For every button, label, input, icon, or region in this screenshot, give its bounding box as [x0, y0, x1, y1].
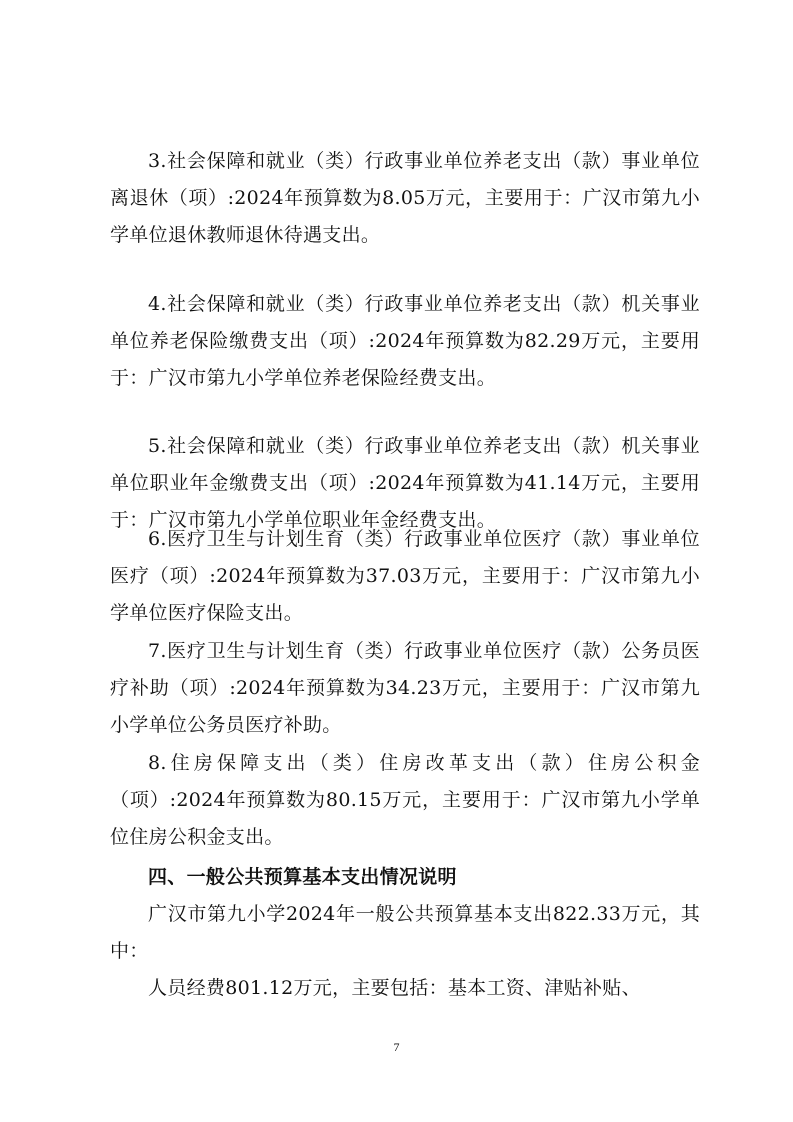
paragraph-item-6: 6.医疗卫生与计划生育（类）行政事业单位医疗（款）事业单位医疗（项）:2024年预算数为37.03万元，主要用于：广汉市第九小学单位医疗保险支出。	[110, 528, 700, 624]
paragraph-item-3: 3.社会保障和就业（类）行政事业单位养老支出（款）事业单位离退休（项）:2024年预算数为8.05万元，主要用于：广汉市第九小学单位退休教师退休待遇支出。	[110, 150, 700, 246]
summary-paragraph: 广汉市第九小学2024年一般公共预算基本支出822.33万元，其中：	[110, 903, 700, 962]
section-heading: 四、一般公共预算基本支出情况说明	[148, 866, 457, 888]
paragraph-item-5: 5.社会保障和就业（类）行政事业单位养老支出（款）机关事业单位职业年金缴费支出（项）:2024年预算数为41.14万元，主要用于：广汉市第九小学单位职业年金经费支出。	[110, 435, 700, 531]
personnel-paragraph: 人员经费801.12万元，主要包括：基本工资、津贴补贴、	[148, 977, 641, 999]
page-number: 7	[393, 1040, 400, 1054]
paragraph-item-4: 4.社会保障和就业（类）行政事业单位养老支出（款）机关事业单位养老保险缴费支出（项）:2024年预算数为82.29万元，主要用于：广汉市第九小学单位养老保险经费支出。	[110, 293, 700, 389]
paragraph-item-8: 8.住房保障支出（类）住房改革支出（款）住房公积金（项）:2024年预算数为80.15万元，主要用于：广汉市第九小学单位住房公积金支出。	[110, 752, 700, 848]
paragraph-item-7: 7.医疗卫生与计划生育（类）行政事业单位医疗（款）公务员医疗补助（项）:2024年预算数为34.23万元，主要用于：广汉市第九小学单位公务员医疗补助。	[110, 640, 700, 736]
